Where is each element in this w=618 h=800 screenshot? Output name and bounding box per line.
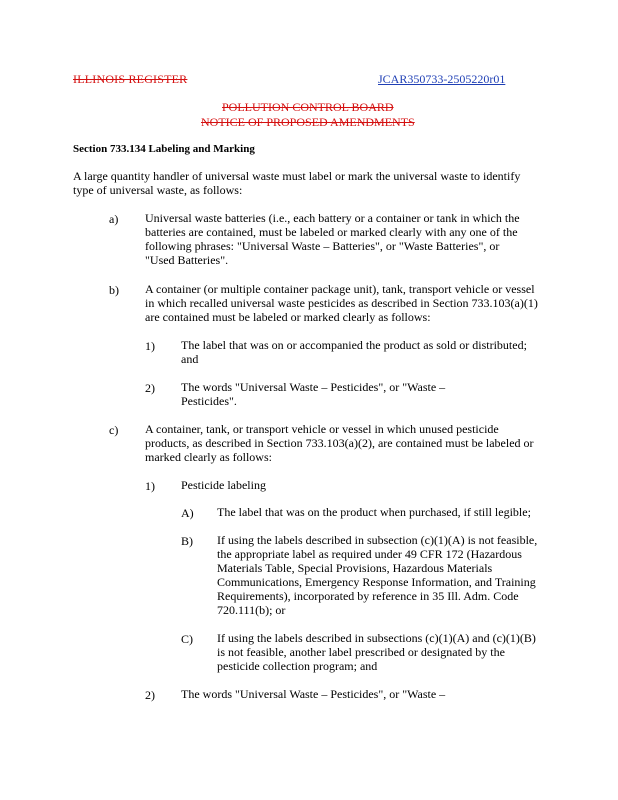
item-b1-label: 1) — [145, 339, 155, 353]
item-a-line-4: "Used Batteries". — [145, 253, 229, 267]
item-c1B-line-6: 720.111(b); or — [217, 603, 286, 617]
item-c1B-line-4: Communications, Emergency Response Information, and Training — [217, 575, 536, 589]
item-c-line-3: marked clearly as follows: — [145, 450, 272, 464]
item-b-line-2: in which recalled universal waste pesticides as described in Section 733.103(a)(1) — [145, 296, 538, 310]
item-c1B-line-2: the appropriate label as required under 49 CFR 172 (Hazardous — [217, 547, 522, 561]
item-c2-line-1: The words "Universal Waste – Pesticides", or "Waste – — [181, 687, 446, 701]
item-c1-label: 1) — [145, 479, 155, 493]
item-c1C-label: C) — [181, 632, 193, 646]
agency-name: POLLUTION CONTROL BOARD — [222, 100, 394, 114]
notice-title: NOTICE OF PROPOSED AMENDMENTS — [201, 115, 415, 129]
item-a-line-1: Universal waste batteries (i.e., each battery or a container or tank in which the — [145, 211, 520, 225]
item-c1B-line-1: If using the labels described in subsection (c)(1)(A) is not feasible, — [217, 533, 538, 547]
item-c-line-1: A container, tank, or transport vehicle or vessel in which unused pesticide — [145, 422, 499, 436]
item-c1C-line-2: is not feasible, another label prescribed or designated by the — [217, 645, 505, 659]
item-b-line-1: A container (or multiple container package unit), tank, transport vehicle or vessel — [145, 282, 535, 296]
item-c-label: c) — [109, 423, 119, 437]
document-code-link[interactable]: JCAR350733-2505220r01 — [378, 72, 506, 86]
item-c1B-line-3: Materials Table, Special Provisions, Hazardous Materials — [217, 561, 493, 575]
item-c1B-label: B) — [181, 534, 193, 548]
register-title: ILLINOIS REGISTER — [73, 72, 188, 86]
item-c2-label: 2) — [145, 688, 155, 702]
item-b2-label: 2) — [145, 381, 155, 395]
intro-line-1: A large quantity handler of universal waste must label or mark the universal waste to identify — [73, 169, 521, 183]
item-c1B-line-5: Requirements), incorporated by reference in 35 Ill. Adm. Code — [217, 589, 519, 603]
section-title: Section 733.134 Labeling and Marking — [73, 143, 255, 155]
item-b-label: b) — [109, 283, 119, 297]
item-c1-text: Pesticide labeling — [181, 478, 266, 492]
item-a-line-2: batteries are contained, must be labeled or marked clearly with any one of the — [145, 225, 518, 239]
intro-line-2: type of universal waste, as follows: — [73, 183, 243, 197]
item-a-label: a) — [109, 212, 119, 226]
item-b2-line-2: Pesticides". — [181, 394, 237, 408]
item-b1-line-1: The label that was on or accompanied the product as sold or distributed; — [181, 338, 527, 352]
item-a-line-3: following phrases: "Universal Waste – Batteries", or "Waste Batteries", or — [145, 239, 500, 253]
item-c-line-2: products, as described in Section 733.103(a)(2), are contained must be labeled or — [145, 436, 534, 450]
item-b2-line-1: The words "Universal Waste – Pesticides", or "Waste – — [181, 380, 446, 394]
item-c1A-label: A) — [181, 506, 194, 520]
item-c1C-line-1: If using the labels described in subsections (c)(1)(A) and (c)(1)(B) — [217, 631, 536, 645]
item-c1A-line-1: The label that was on the product when purchased, if still legible; — [217, 505, 531, 519]
item-c1C-line-3: pesticide collection program; and — [217, 659, 378, 673]
item-b-line-3: are contained must be labeled or marked clearly as follows: — [145, 310, 431, 324]
item-b1-line-2: and — [181, 352, 199, 366]
